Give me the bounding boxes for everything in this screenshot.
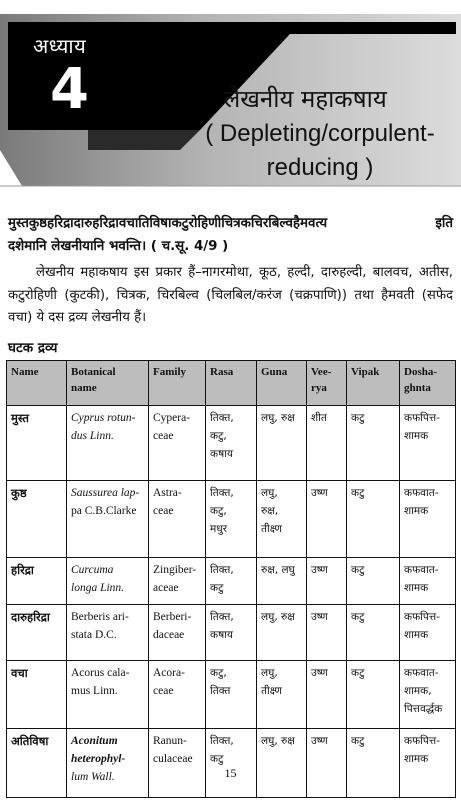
cell-guna (257, 406, 307, 481)
cell-botanical (67, 481, 149, 558)
cell-text: Berberi- (153, 611, 192, 623)
cell-text: lum Wall. (71, 771, 115, 783)
chapter-header (0, 0, 461, 190)
cell-family (149, 661, 206, 729)
cell-vipak: कटु (347, 558, 400, 605)
chapter-number: 4 (50, 57, 89, 122)
cell-text: कटु, (210, 505, 227, 517)
cell-text: रुक्ष, लघु (261, 564, 295, 576)
cell-rasa (206, 481, 257, 558)
description-paragraph: लेखनीय महाकषाय इस प्रकार हैं–नागरमोथा, कूठ, हल्दी, दारुहल्दी, बालवच, अतीस, कटुरोहिणी (कुटकी), चित्रक, चिरबिल्व (चिलबिल/करंज (चक्रपाणि)) तथा हैमवती (सफेद वचा) ये दस द्रव्य लेखनीय हैं। (8, 265, 453, 325)
cell-text: Acorus cala- (71, 667, 130, 679)
cell-text: कटु (210, 753, 224, 765)
cell-botanical (67, 729, 149, 798)
cell-text: तिक्त, (210, 487, 234, 499)
cell-vipak: कटु (347, 481, 400, 558)
cell-text: लघु, रुक्ष (261, 735, 295, 747)
cell-veerya: शीत (307, 406, 347, 481)
cell-text: stata D.C. (71, 629, 117, 641)
cell-name: वचा (7, 661, 67, 729)
header-family: Family (149, 361, 206, 406)
cell-text: Zingiber- (153, 564, 197, 576)
cell-name: हरिद्रा (7, 558, 67, 605)
cell-text: pa C.B.Clarke (71, 505, 137, 517)
cell-text: शामक (404, 430, 429, 442)
header-rasa: Rasa (206, 361, 257, 406)
section-heading: घटक द्रव्य (8, 340, 58, 356)
cell-doshaghnta (400, 558, 456, 605)
cell-text: लघु, (261, 667, 278, 679)
chapter-title-english-line2: reducing ) (266, 154, 374, 181)
cell-text: तिक्त, (210, 735, 234, 747)
cell-guna (257, 661, 307, 729)
cell-text: aceae (153, 582, 179, 594)
cell-vipak: कटु (347, 661, 400, 729)
cell-botanical (67, 661, 149, 729)
cell-text: शामक (404, 629, 429, 641)
table-row (7, 558, 456, 605)
cell-text: Acora- (153, 667, 185, 679)
cell-text: कफवात- (404, 487, 439, 499)
cell-text: daceae (153, 629, 185, 641)
cell-text: ceae (153, 685, 174, 697)
header-doshaghnta: Dosha-ghnta (400, 361, 456, 406)
sutra-line-2: दशेमानि लेखनीयानि भवन्ति। ( च.सू. 4/9 ) (8, 239, 229, 254)
cell-botanical (67, 605, 149, 661)
cell-name: मुस्त (7, 406, 67, 481)
cell-doshaghnta (400, 729, 456, 798)
cell-botanical (67, 406, 149, 481)
cell-text: तिक्त, (210, 564, 234, 576)
cell-text: heterophyl- (71, 753, 126, 765)
cell-vipak: कटु (347, 406, 400, 481)
chapter-title-english (180, 117, 460, 185)
cell-text: लघु, (261, 487, 278, 499)
cell-family (149, 729, 206, 798)
cell-text: पित्तवर्द्धक (404, 703, 443, 715)
cell-rasa (206, 729, 257, 798)
cell-text: शामक (404, 505, 429, 517)
cell-text: कटु, (210, 667, 227, 679)
cell-guna (257, 605, 307, 661)
cell-text (71, 427, 144, 445)
cell-text: कफवात- (404, 667, 439, 679)
cell-vipak: कटु (347, 729, 400, 798)
cell-text-part: dus Linn. (71, 430, 114, 442)
cell-text: तीक्ष्ण (261, 523, 282, 535)
header-botanical-name: Botanical name (67, 361, 149, 406)
header-veerya: Vee-rya (307, 361, 347, 406)
ingredients-table (6, 360, 456, 798)
cell-family (149, 558, 206, 605)
table-row (7, 406, 456, 481)
cell-text: Curcuma (71, 564, 114, 576)
header-name: Name (7, 361, 67, 406)
cell-text: तिक्त, (210, 611, 234, 623)
cell-text: कषाय (210, 629, 233, 641)
cell-text: रुक्ष, (261, 505, 279, 517)
cell-family (149, 406, 206, 481)
cell-rasa (206, 661, 257, 729)
cell-text: कषाय (210, 448, 233, 460)
cell-veerya: उष्ण (307, 729, 347, 798)
cell-text: ceae (153, 505, 174, 517)
cell-text: कटु (210, 582, 224, 594)
cell-text: कटु, (210, 430, 227, 442)
sutra-line-1 (8, 212, 453, 235)
cell-rasa (206, 406, 257, 481)
cell-text: तीक्ष्ण (261, 685, 282, 697)
cell-text: Berberis ari- (71, 611, 129, 623)
cell-doshaghnta (400, 481, 456, 558)
cell-name: दारुहरिद्रा (7, 605, 67, 661)
cell-doshaghnta (400, 661, 456, 729)
sutra-line-1-text: मुस्तकुष्ठहरिद्रादारुहरिद्रावचातिविषाकटुरोहिणीचित्रकचिरबिल्वहैमवत्य (8, 216, 328, 231)
cell-text: Ranun- (153, 735, 187, 747)
cell-text: कफपित्त- (404, 412, 440, 424)
cell-name: कुष्ठ (7, 481, 67, 558)
chapter-label: अध्याय (33, 34, 87, 58)
cell-veerya: उष्ण (307, 605, 347, 661)
cell-rasa (206, 605, 257, 661)
cell-vipak: कटु (347, 605, 400, 661)
table-row (7, 605, 456, 661)
cell-family (149, 481, 206, 558)
cell-text: Cypera- (153, 412, 191, 424)
cell-botanical (67, 558, 149, 605)
cell-text: longa Linn. (71, 582, 125, 594)
cell-text: mus Linn. (71, 685, 118, 697)
sutra-verse (8, 212, 453, 258)
cell-text: लघु, रुक्ष (261, 412, 295, 424)
cell-text: culaceae (153, 753, 193, 765)
cell-text: Astra- (153, 487, 182, 499)
cell-doshaghnta (400, 406, 456, 481)
cell-veerya: उष्ण (307, 481, 347, 558)
cell-text: Aconitum (71, 735, 118, 747)
cell-text: कफवात- (404, 564, 439, 576)
cell-text: मधुर (210, 523, 228, 535)
header-vipak: Vipak (347, 361, 400, 406)
table-header-row (7, 361, 456, 406)
cell-text: Cyprus rotun- (71, 412, 136, 424)
cell-text: शामक (404, 582, 429, 594)
cell-name: अतिविषा (7, 729, 67, 798)
cell-text: लघु, रुक्ष (261, 611, 295, 623)
cell-text: तिक्त (210, 685, 231, 697)
cell-text: Saussurea lap- (71, 487, 140, 499)
cell-veerya: उष्ण (307, 661, 347, 729)
chapter-title-hindi: लेखनीय महाकषाय (224, 85, 387, 113)
cell-guna (257, 558, 307, 605)
cell-text: कफपित्त- (404, 735, 440, 747)
table-row (7, 661, 456, 729)
cell-guna (257, 729, 307, 798)
cell-text: ceae (153, 430, 174, 442)
cell-guna (257, 481, 307, 558)
cell-doshaghnta (400, 605, 456, 661)
cell-text: कफपित्त- (404, 611, 440, 623)
cell-veerya: उष्ण (307, 558, 347, 605)
cell-rasa (206, 558, 257, 605)
page-number: 15 (224, 766, 237, 780)
header-guna: Guna (257, 361, 307, 406)
cell-family (149, 605, 206, 661)
sutra-line-1-end: इति (435, 216, 453, 231)
chapter-title-english-line1: ( Depleting/corpulent- (205, 120, 435, 147)
cell-text: शामक (404, 753, 429, 765)
cell-text: शामक, (404, 685, 432, 697)
table-row (7, 481, 456, 558)
table-row (7, 729, 456, 798)
cell-text: तिक्त, (210, 412, 234, 424)
